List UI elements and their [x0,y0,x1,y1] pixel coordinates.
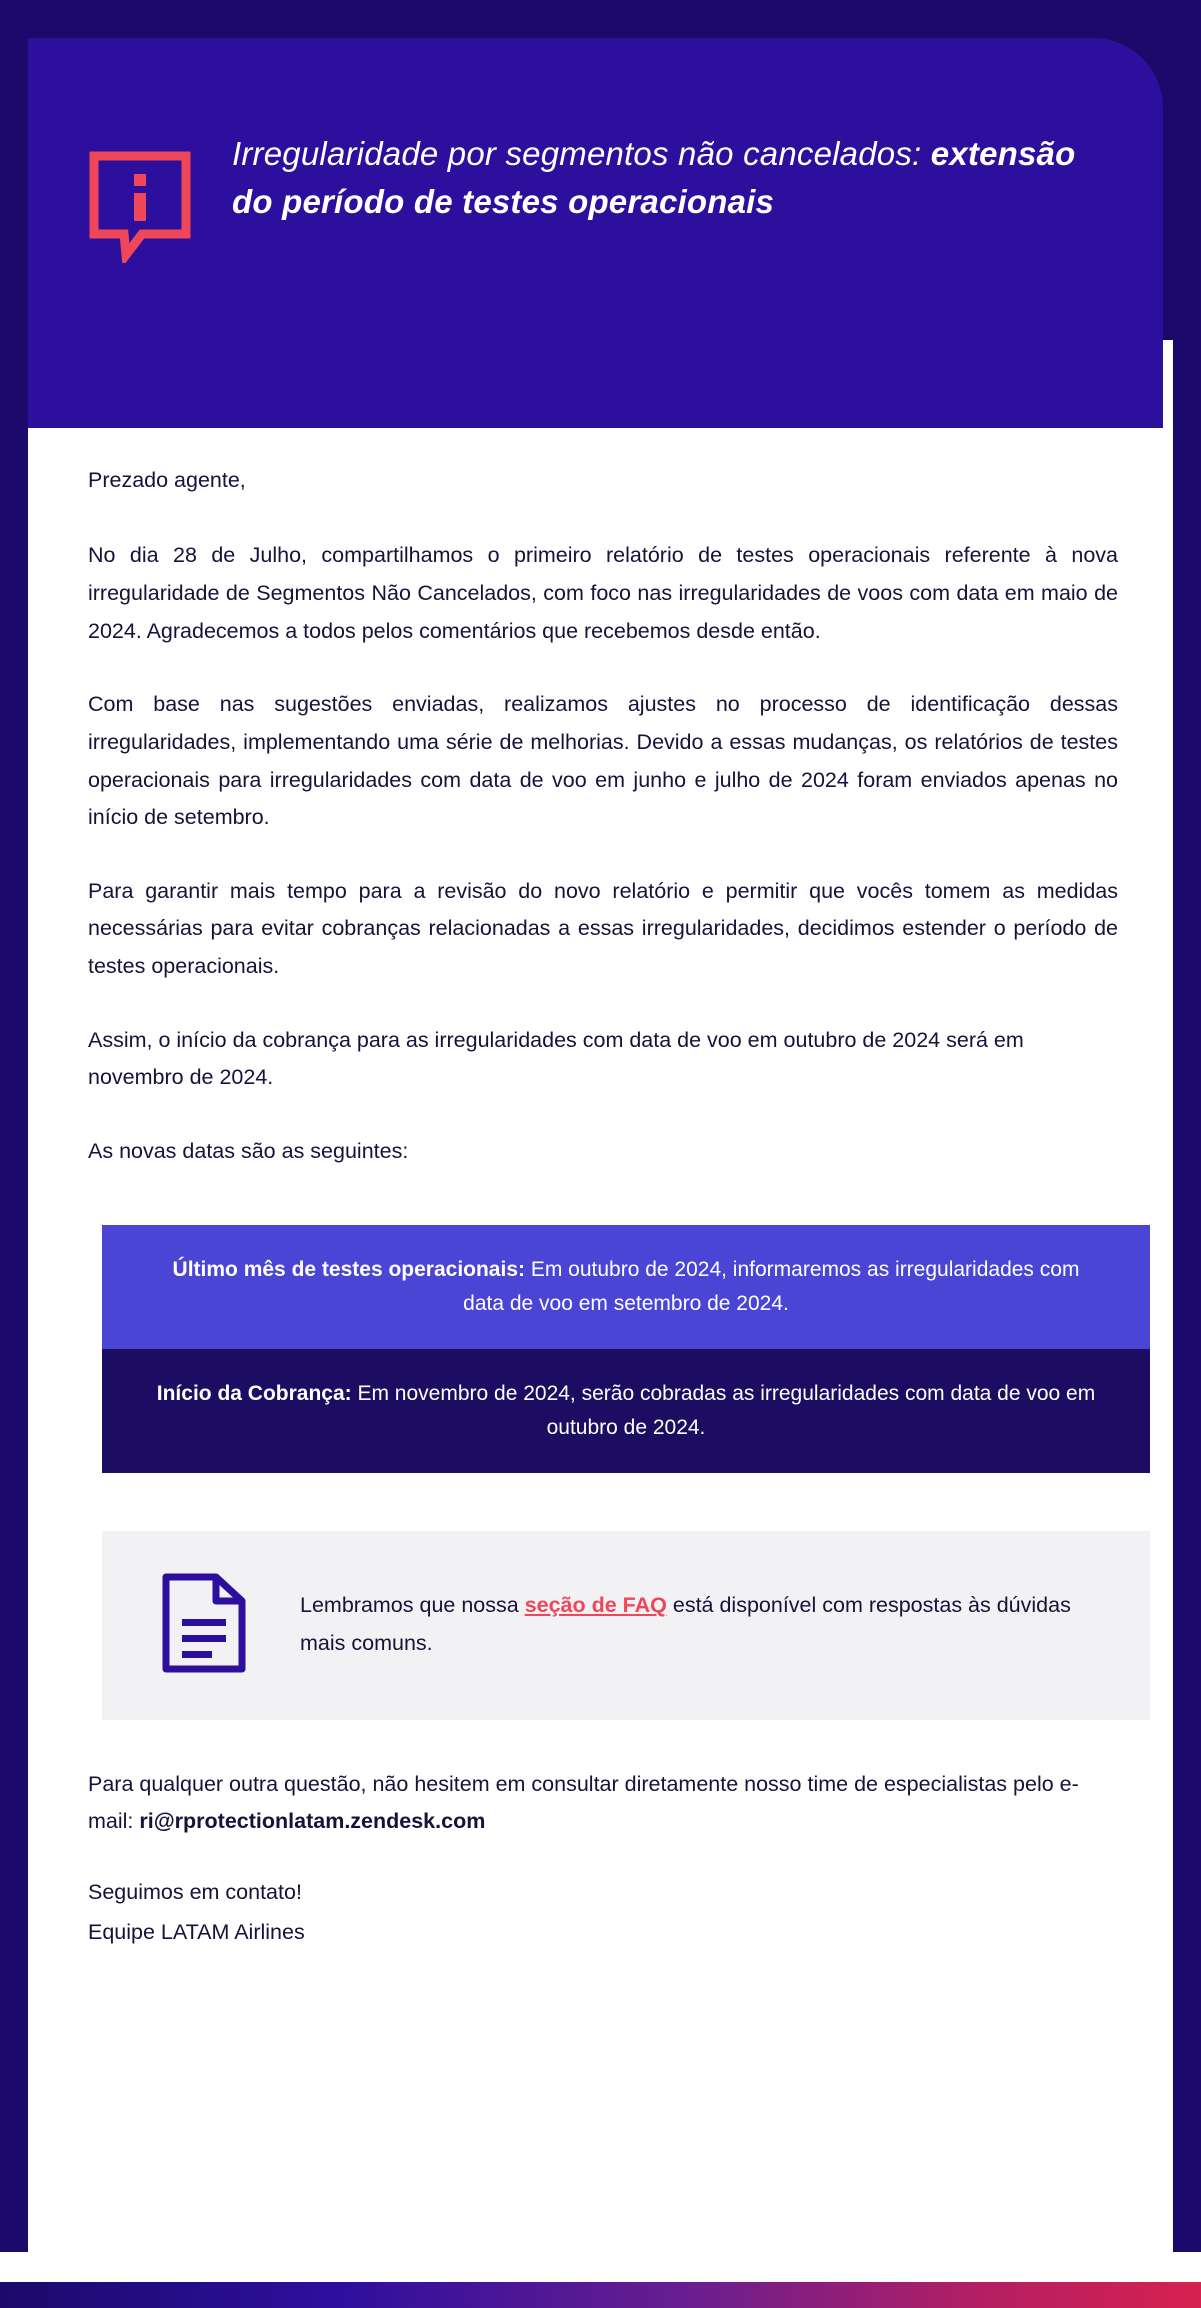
paragraph-4: Assim, o início da cobrança para as irregularidades com data de voo em outubro de 2024 será em novembro de 2024. [88,1027,1024,1090]
paragraph-2: Com base nas sugestões enviadas, realizamos ajustes no processo de identificação dessas irregularidades, implementando uma série de melhorias. Devido a essas mudanças, os relatórios de testes operacionais para irregularidades com data de voo em junho e julho de 2024 foram enviados apenas no início de setembro. [88,692,1118,830]
paragraph-3: Para garantir mais tempo para a revisão do novo relatório e permitir que vocês tomem as medidas necessárias para evitar cobranças relacionadas a essas irregularidades, decidimos estender o período de testes operacionais. [88,878,1118,979]
row-1-text: Em outubro de 2024, informaremos as irregularidades com data de voo em setembro de 2024. [463,1257,1080,1315]
faq-text-after: está disponível com respostas às dúvidas mais comuns. [300,1593,1071,1656]
footer-spacer [0,2252,1201,2282]
dates-table [102,1225,1150,1473]
signoff-text: Seguimos em contato! [88,1879,302,1904]
contact-text: Para qualquer outra questão, não hesitem em consultar diretamente nosso time de especialistas pelo e-mail: [88,1771,1079,1833]
faq-callout [102,1531,1150,1720]
row-2-label: Início da Cobrança: [156,1381,352,1405]
faq-text [300,1587,1110,1662]
faq-text-before: Lembramos que nossa [300,1593,525,1618]
body-content [28,428,1173,1985]
header-banner [28,38,1163,428]
team-name: Equipe LATAM Airlines [88,1920,305,1945]
page-title [232,130,1103,226]
faq-link[interactable]: seção de FAQ [524,1593,667,1618]
paragraph-5: As novas datas são as seguintes: [88,1138,409,1163]
page-title-italic: Irregularidade por segmentos não cancelados: [232,135,922,172]
row-2-text: Em novembro de 2024, serão cobradas as irregularidades com data de voo em outubro de 2024. [351,1381,1096,1439]
row-1-label: Último mês de testes operacionais: [172,1257,525,1281]
paragraph-1: No dia 28 de Julho, compartilhamos o primeiro relatório de testes operacionais referente à nova irregularidade de Segmentos Não Cancelados, com foco nas irregularidades de voos com data em maio de 2024. Agradecemos a todos pelos comentários que recebemos desde então. [88,543,1118,643]
document-lines-icon [160,1571,248,1680]
table-row [102,1349,1150,1473]
contact-email[interactable]: ri@rprotectionlatam.zendesk.com [139,1808,486,1833]
page-title-bold: extensão do período de testes operacionais [232,135,1076,220]
footer-gradient-bar [0,2282,1201,2308]
info-speech-bubble-icon [86,148,194,268]
contact-paragraph [88,1766,1104,1840]
closing-block [88,1766,1104,1952]
table-row [102,1225,1150,1349]
right-edge-bar [1173,0,1201,2308]
left-edge-bar [0,0,28,2308]
greeting-text: Prezado agente, [88,468,246,492]
